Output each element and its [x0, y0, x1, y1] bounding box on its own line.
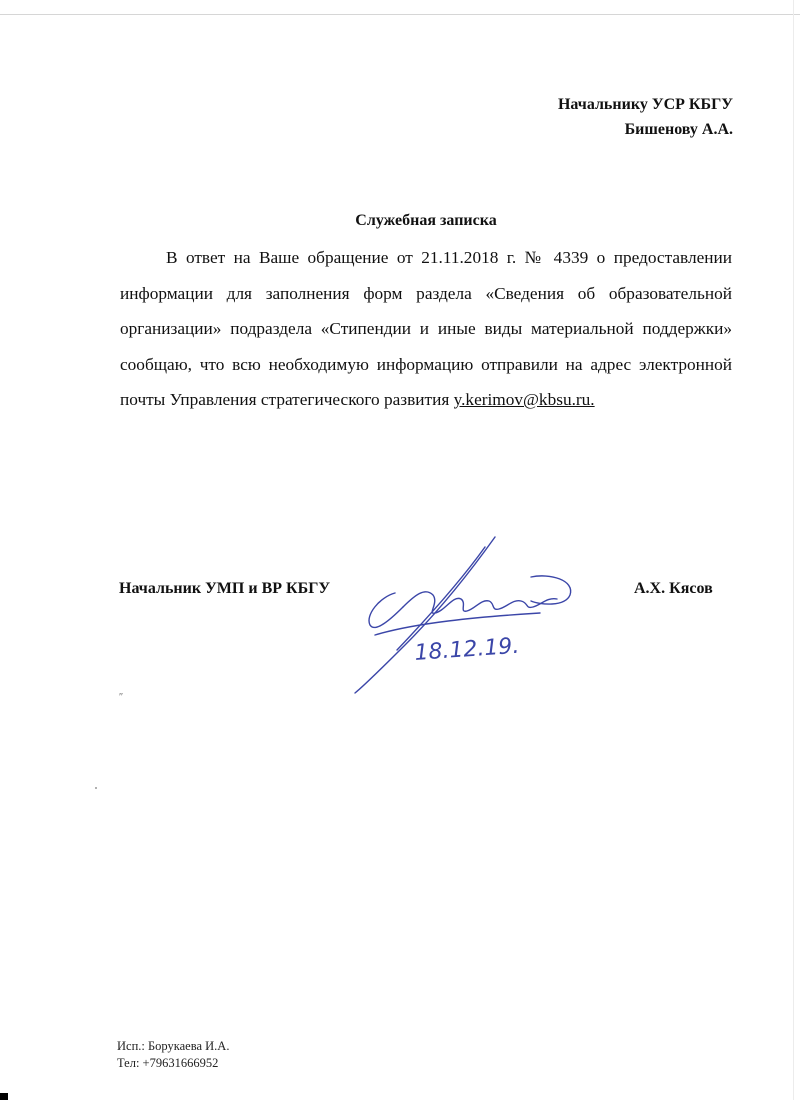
- signatory-position: Начальник УМП и ВР КБГУ: [119, 580, 331, 597]
- executor-block: [117, 1038, 229, 1072]
- addressee-position: Начальнику УСР КБГУ: [557, 96, 733, 113]
- memo-body-text: В ответ на Ваше обращение от 21.11.2018 г. № 4339 о предоставлении информации для заполнения форм раздела «Сведения об образовательной организации» подраздела «Стипендии и иные виды материальной поддержки» сообщаю, что всю необходимую информацию отправили на адрес электронной почты Управления стратегического развития: [120, 248, 732, 409]
- executor-name: Исп.: Борукаева И.А.: [117, 1039, 230, 1053]
- addressee-block: [558, 92, 733, 142]
- handwritten-signature: [335, 525, 585, 700]
- scan-right-edge: [793, 0, 794, 1100]
- addressee-name: Бишенову А.А.: [624, 121, 733, 138]
- scan-top-line: [0, 14, 800, 15]
- document-title: Служебная записка: [355, 212, 497, 229]
- stray-mark: ″: [119, 692, 124, 703]
- scan-corner-mark: [0, 1093, 8, 1100]
- email-link[interactable]: y.kerimov@kbsu.ru.: [453, 390, 595, 409]
- memo-body: [120, 240, 732, 418]
- signatory-name: А.Х. Кясов: [634, 580, 713, 597]
- scan-speck: [95, 787, 97, 789]
- handwritten-date: 18.12.19.: [413, 633, 521, 666]
- executor-phone: Тел: +79631666952: [117, 1056, 219, 1070]
